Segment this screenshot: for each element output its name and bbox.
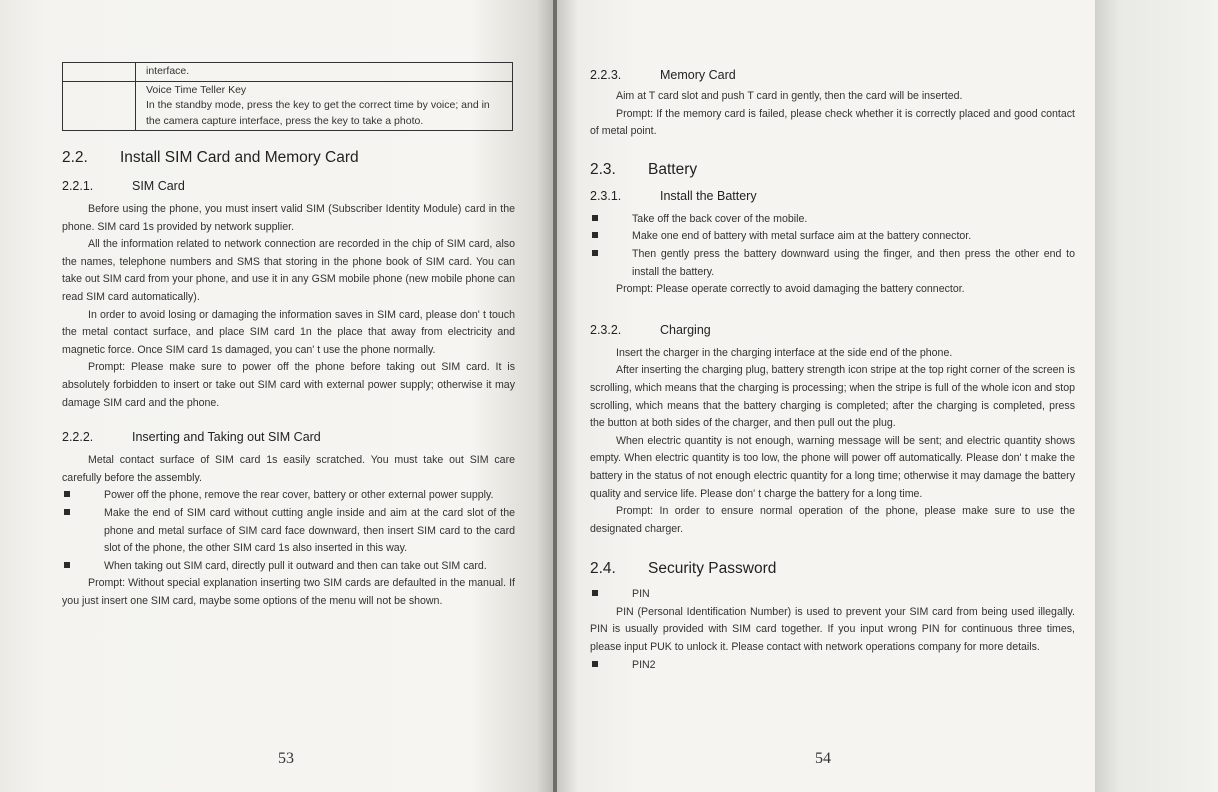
list-item: PIN xyxy=(590,586,1075,604)
heading-2-3: 2.3. Battery xyxy=(590,160,698,178)
bullet-icon xyxy=(62,487,104,505)
right-page xyxy=(557,0,1095,792)
page-number: 54 xyxy=(815,750,831,767)
left-page xyxy=(0,0,553,792)
paragraph: Aim at T card slot and push T card in gently, then the card will be inserted. xyxy=(616,90,963,102)
bullet-icon xyxy=(590,211,632,229)
prompt-paragraph: Prompt: Please make sure to power off the phone before taking out SIM card. It is absolutely forbidden to insert or take out SIM card with external power supply; otherwise it may damage SIM card and the phone. xyxy=(62,361,515,409)
heading-2-2: 2.2. Install SIM Card and Memory Card xyxy=(62,149,359,166)
paragraph: Insert the charger in the charging interface at the side end of the phone. xyxy=(616,346,953,359)
bullet-icon xyxy=(62,558,104,576)
bullet-icon xyxy=(590,228,632,246)
table-row xyxy=(63,63,513,82)
prompt-paragraph: Prompt: If the memory card is failed, please check whether it is correctly placed and good contact of metal point. xyxy=(590,107,1075,138)
list-item: PIN2 xyxy=(590,657,1075,675)
heading-2-3-1: 2.3.1. Install the Battery xyxy=(590,188,757,203)
heading-2-3-2: 2.3.2. Charging xyxy=(590,322,711,337)
heading-2-2-3: 2.2.3. Memory Card xyxy=(590,68,736,82)
paragraph: Before using the phone, you must insert valid SIM (Subscriber Identity Module) card in the phone. SIM card 1s provided by network supplier. xyxy=(62,203,515,233)
bullet-icon xyxy=(590,657,632,675)
table-row xyxy=(63,81,513,131)
paragraph: When electric quantity is not enough, warning message will be sent; and electric quantity shows empty. When electric quantity is too low, the phone will power off automatically. Please don' t make the battery in the status of not enough electric quantity for a long time; otherwise it may damage the battery quality and service life. Please don' t charge the battery for a long time. xyxy=(590,434,1075,500)
heading-2-2-2: 2.2.2. Inserting and Taking out SIM Card xyxy=(62,430,321,445)
prompt-paragraph: Prompt: Please operate correctly to avoid damaging the battery connector. xyxy=(616,283,965,296)
bullet-icon xyxy=(590,586,632,604)
bullet-icon xyxy=(590,246,632,281)
list-item: Make one end of battery with metal surface aim at the battery connector. xyxy=(590,228,1075,246)
table-cell: interface. xyxy=(136,63,513,82)
prompt-paragraph: Prompt: In order to ensure normal operation of the phone, please make sure to use the designated charger. xyxy=(590,505,1075,535)
paragraph: All the information related to network connection are recorded in the chip of SIM card, also the names, telephone numbers and SMS that storing in the phone book of SIM card. You can take out SIM card from your phone, and use it in any GSM mobile phone (new mobile phone can read SIM card automatically). xyxy=(62,238,515,303)
list-item: When taking out SIM card, directly pull it outward and then can take out SIM card. xyxy=(62,558,515,576)
heading-2-2-1: 2.2.1. SIM Card xyxy=(62,179,185,193)
key-table xyxy=(62,62,513,131)
table-cell: Voice Time Teller Key In the standby mode, press the key to get the correct time by voice; and in the camera capture interface, press the key to take a photo. xyxy=(136,81,513,131)
list-item: Take off the back cover of the mobile. xyxy=(590,211,1075,229)
page-number: 53 xyxy=(278,750,294,767)
paragraph: PIN (Personal Identification Number) is used to prevent your SIM card from being used illegally. PIN is usually provided with SIM card together. If you input wrong PIN for continuous three times, please input PUK to unlock it. Please contact with network operations company for more details. xyxy=(590,605,1075,654)
list-item: Then gently press the battery downward using the finger, and then press the other end to install the battery. xyxy=(590,246,1075,281)
paragraph: Metal contact surface of SIM card 1s easily scratched. You must take out SIM care carefully before the assembly. xyxy=(62,454,515,484)
paragraph: After inserting the charging plug, battery strength icon stripe at the top right corner of the screen is scrolling, which means that the charging is processing; when the stripe is full of the whole icon and stop scrolling, which means that the battery charging is completed; after the charging is completed, press the button at both sides of the charger, and then pull out the plug. xyxy=(590,364,1075,430)
prompt-paragraph: Prompt: Without special explanation inserting two SIM cards are defaulted in the manual. If you just insert one SIM card, maybe some options of the menu will not be shown. xyxy=(62,577,515,607)
page-edge xyxy=(1095,0,1218,792)
paragraph: In order to avoid losing or damaging the information saves in SIM card, please don' t touch the metal contact surface, and place SIM card 1n the place that away from electricity and magnetic force. Once SIM card 1s damaged, you can' t use the phone normally. xyxy=(62,308,515,356)
heading-2-4: 2.4. Security Password xyxy=(590,560,777,578)
bullet-icon xyxy=(62,505,104,558)
list-item: Power off the phone, remove the rear cover, battery or other external power supply. xyxy=(62,487,515,505)
list-item: Make the end of SIM card without cutting angle inside and aim at the card slot of the phone and metal surface of SIM card face downward, then insert SIM card to the card slot of the phone, the other SIM card 1s also inserted in this way. xyxy=(62,505,515,558)
